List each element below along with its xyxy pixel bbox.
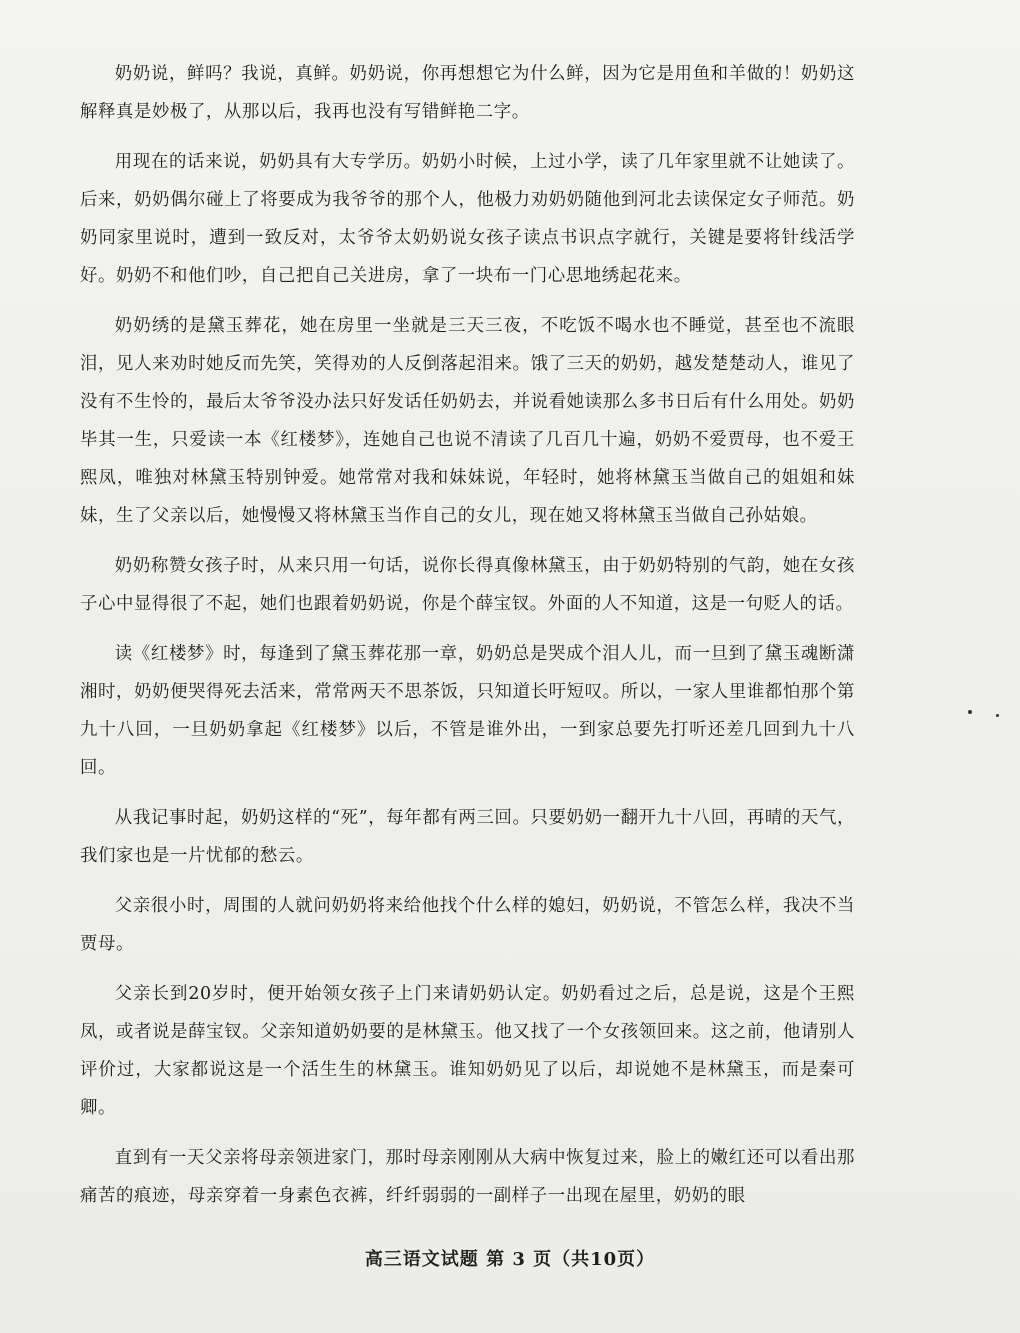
article-body — [80, 55, 855, 1227]
paragraph-3: 奶奶绣的是黛玉葬花，她在房里一坐就是三天三夜，不吃饭不喝水也不睡觉，甚至也不流眼泪，见人来劝时她反而先笑，笑得劝的人反倒落起泪来。饿了三天的奶奶，越发楚楚动人，谁见了没有不生怜的，最后太爷爷没办法只好发话任奶奶去，并说看她读那么多书日后有什么用处。奶奶毕其一生，只爱读一本《红楼梦》，连她自己也说不清读了几百几十遍，奶奶不爱贾母，也不爱王熙凤，唯独对林黛玉特别钟爱。她常常对我和妹妹说，年轻时，她将林黛玉当做自己的姐姐和妹妹，生了父亲以后，她慢慢又将林黛玉当作自己的女儿，现在她又将林黛玉当做自己孙姑娘。 — [80, 316, 855, 526]
paragraph-8: 父亲长到20岁时，便开始领女孩子上门来请奶奶认定。奶奶看过之后，总是说，这是个王熙凤，或者说是薛宝钗。父亲知道奶奶要的是林黛玉。他又找了一个女孩领回来。这之前，他请别人评价过，大家都说这是一个活生生的林黛玉。谁知奶奶见了以后，却说她不是林黛玉，而是秦可卿。 — [80, 984, 855, 1118]
scan-speck — [968, 710, 972, 714]
paragraph-4: 奶奶称赞女孩子时，从来只用一句话，说你长得真像林黛玉，由于奶奶特别的气韵，她在女孩子心中显得很了不起，她们也跟着奶奶说，你是个薛宝钗。外面的人不知道，这是一句贬人的话。 — [80, 556, 855, 614]
paragraph-9: 直到有一天父亲将母亲领进家门，那时母亲刚刚从大病中恢复过来，脸上的嫩红还可以看出那痛苦的痕迹，母亲穿着一身素色衣裤，纤纤弱弱的一副样子一出现在屋里，奶奶的眼 — [80, 1148, 855, 1206]
scan-speck — [996, 714, 999, 717]
paragraph-5: 读《红楼梦》时，每逢到了黛玉葬花那一章，奶奶总是哭成个泪人儿，而一旦到了黛玉魂断潇湘时，奶奶便哭得死去活来，常常两天不思茶饭，只知道长吁短叹。所以，一家人里谁都怕那个第九十八回，一旦奶奶拿起《红楼梦》以后，不管是谁外出，一到家总要先打听还差几回到九十八回。 — [80, 644, 855, 778]
page-footer: 高三语文试题 第 3 页（共10页） — [364, 1249, 656, 1270]
paragraph-2: 用现在的话来说，奶奶具有大专学历。奶奶小时候，上过小学，读了几年家里就不让她读了。后来，奶奶偶尔碰上了将要成为我爷爷的那个人，他极力劝奶奶随他到河北去读保定女子师范。奶奶同家里说时，遭到一致反对，太爷爷太奶奶说女孩子读点书识点字就行，关键是要将针线活学好。奶奶不和他们吵，自己把自己关进房，拿了一块布一门心思地绣起花来。 — [80, 152, 855, 286]
scan-specks — [960, 700, 1020, 730]
paragraph-7: 父亲很小时，周围的人就问奶奶将来给他找个什么样的媳妇，奶奶说，不管怎么样，我决不当贾母。 — [80, 896, 855, 954]
paragraph-6: 从我记事时起，奶奶这样的“死”，每年都有两三回。只要奶奶一翻开九十八回，再晴的天气，我们家也是一片忧郁的愁云。 — [80, 808, 855, 866]
paragraph-1: 奶奶说，鲜吗？我说，真鲜。奶奶说，你再想想它为什么鲜，因为它是用鱼和羊做的！奶奶这解释真是妙极了，从那以后，我再也没有写错鲜艳二字。 — [80, 64, 855, 122]
